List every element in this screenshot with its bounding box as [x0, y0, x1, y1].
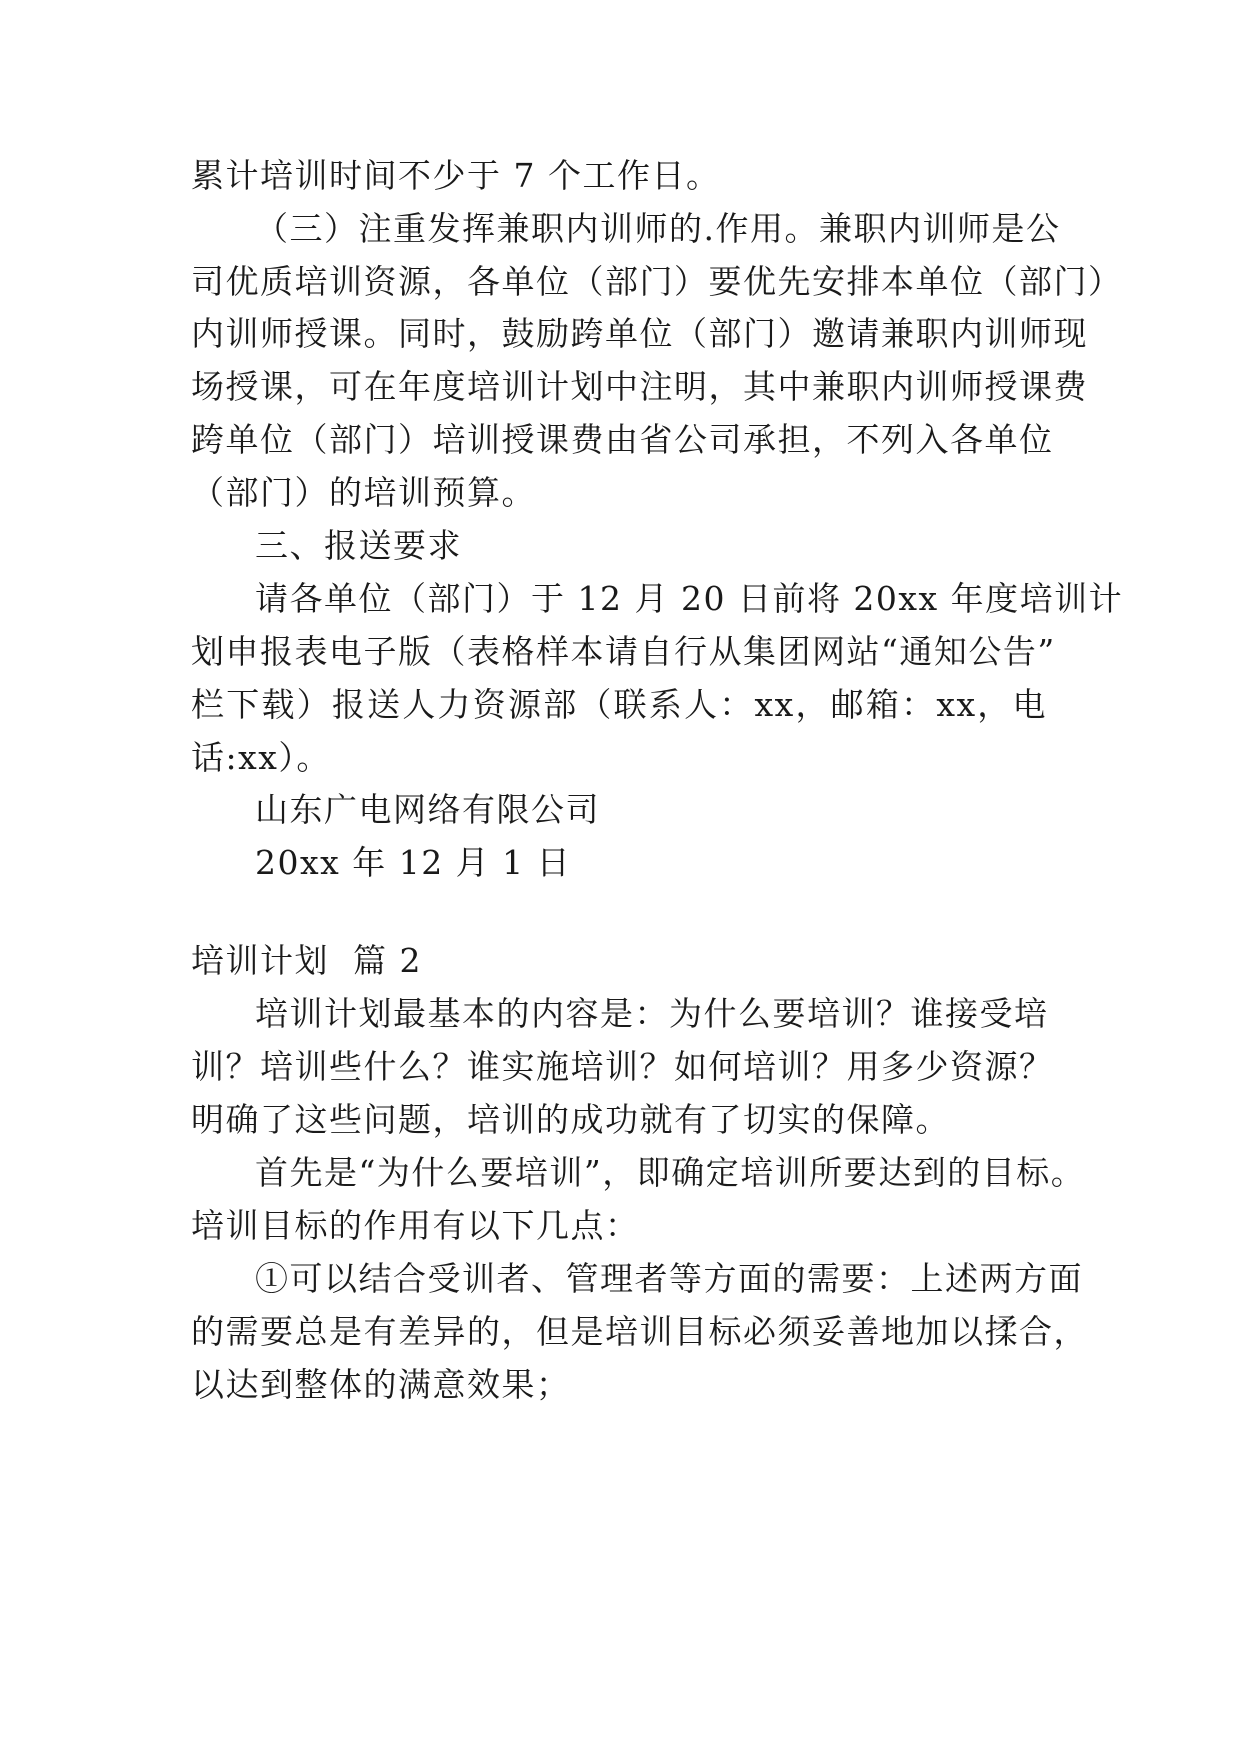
text-line: 训？培训些什么？谁实施培训？如何培训？用多少资源？	[191, 1047, 1054, 1086]
text-line: 首先是“为什么要培训”，即确定培训所要达到的目标。	[255, 1153, 1086, 1192]
text-line: 场授课，可在年度培训计划中注明，其中兼职内训师授课费	[191, 367, 1088, 406]
text-line: （部门）的培训预算。	[191, 473, 536, 512]
section-heading: 三、报送要求	[255, 526, 462, 565]
signature-date: 20xx 年 12 月 1 日	[255, 843, 572, 882]
text-line: 话:xx）。	[191, 738, 331, 777]
text-line: （三）注重发挥兼职内训师的.作用。兼职内训师是公	[255, 209, 1061, 248]
text-line: 内训师授课。同时，鼓励跨单位（部门）邀请兼职内训师现	[191, 314, 1088, 353]
text-line: 栏下载）报送人力资源部（联系人：xx，邮箱：xx，电	[191, 685, 1047, 724]
text-line: 跨单位（部门）培训授课费由省公司承担，不列入各单位	[191, 420, 1054, 459]
text-line: 培训计划最基本的内容是：为什么要培训？谁接受培	[255, 994, 1049, 1033]
text-line: 明确了这些问题，培训的成功就有了切实的保障。	[191, 1100, 950, 1139]
text-line: 司优质培训资源，各单位（部门）要优先安排本单位（部门）	[191, 262, 1123, 301]
text-line: 以达到整体的满意效果；	[191, 1365, 571, 1404]
article-title: 培训计划 篇 2	[191, 941, 422, 980]
text-line: 培训目标的作用有以下几点：	[191, 1206, 640, 1245]
text-line: 累计培训时间不少于 7 个工作日。	[191, 156, 721, 195]
text-line: 的需要总是有差异的，但是培训目标必须妥善地加以揉合，	[191, 1312, 1088, 1351]
text-line: ①可以结合受训者、管理者等方面的需要：上述两方面	[255, 1259, 1083, 1298]
text-line: 划申报表电子版（表格样本请自行从集团网站“通知公告”	[191, 632, 1056, 671]
text-line: 请各单位（部门）于 12 月 20 日前将 20xx 年度培训计	[255, 579, 1124, 618]
signature-company: 山东广电网络有限公司	[255, 790, 600, 829]
